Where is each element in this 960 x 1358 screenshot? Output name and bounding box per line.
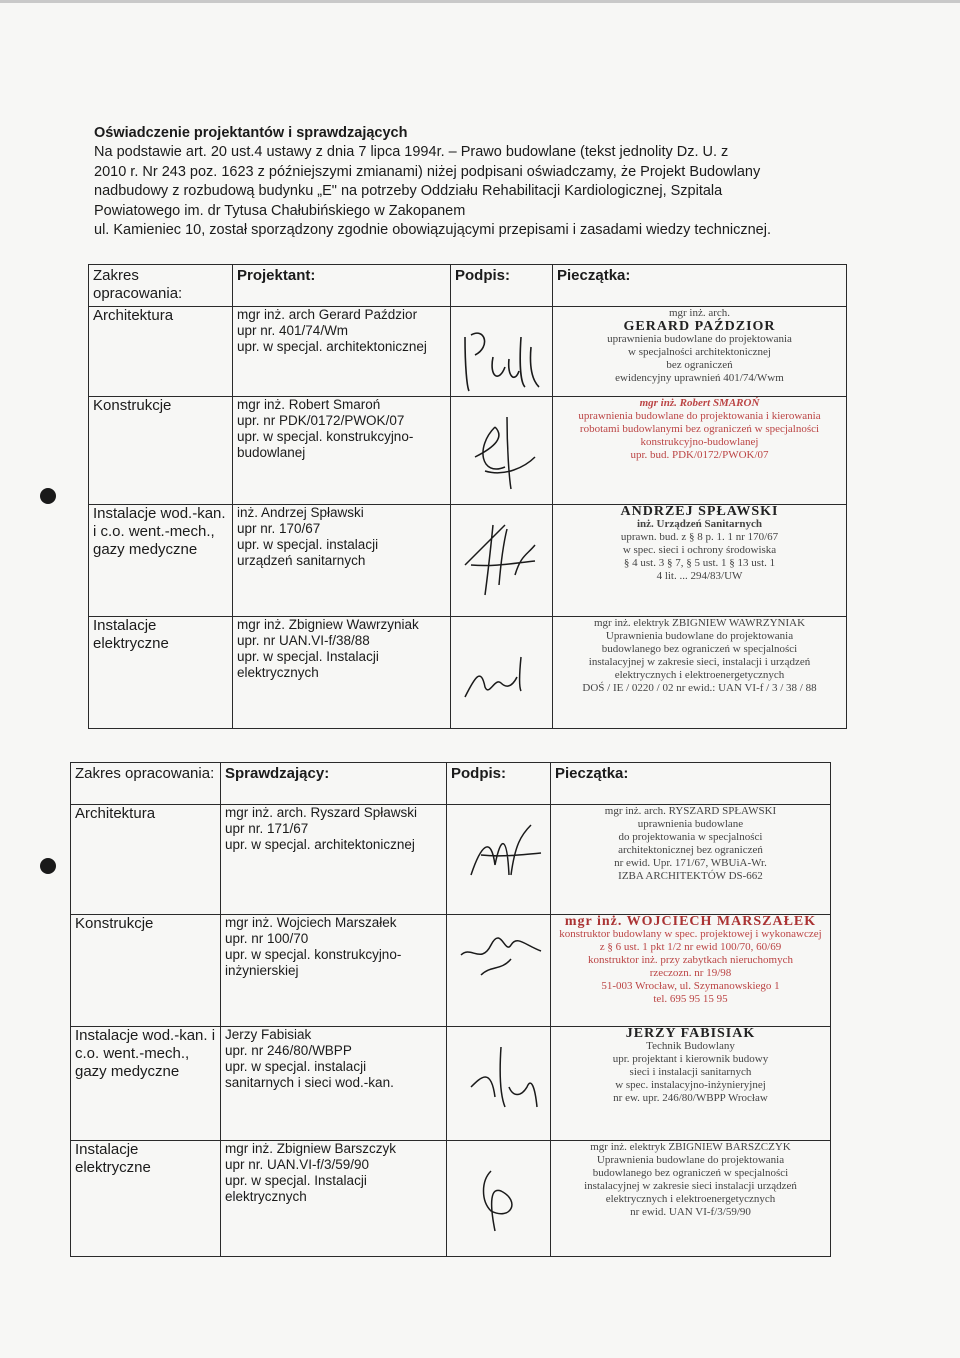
signature-mark [451,915,549,1005]
table-row [71,915,831,1027]
header-cell: Podpis: [451,265,553,307]
category-cell: Architektura [89,307,233,397]
stamp-cell [553,397,847,505]
category-cell: Architektura [71,805,221,915]
stamp: JERZY FABISIAK Technik Budowlany upr. projektant i kierownik budowy sieci i instalacji sanitarnych w spec. instalacyjno-inżynieryjnej nr ew. upr. 246/80/WBPP Wrocław [612,1026,769,1104]
stamp-cell [553,307,847,397]
signature-cell [451,505,553,617]
signature-cell [447,915,551,1027]
punch-hole [40,488,56,504]
header-cell: Podpis: [447,763,551,805]
person-cell: mgr inż. Wojciech Marszałek upr. nr 100/70 upr. w specjal. konstrukcyjno-inżynierskiej [221,915,447,1027]
signature-mark [455,397,551,497]
header-cell: Pieczątka: [553,265,847,307]
intro-line: ul. Kamieniec 10, został sporządzony zgodnie obowiązującymi przepisami i zasadami wiedzy technicznej. [94,222,771,239]
person-cell: mgr inż. arch Gerard Paździor upr nr. 401/74/Wm upr. w specjal. architektonicznej [233,307,451,397]
person-cell: mgr inż. Zbigniew Wawrzyniak upr. nr UAN.VI-f/38/88 upr. w specjal. Instalacji elektrycznych [233,617,451,729]
signature-mark [455,505,551,609]
category-cell: Instalacje elektryczne [71,1141,221,1257]
stamp-cell [551,915,831,1027]
stamp: mgr inż. Robert SMAROŃ uprawnienia budowlane do projektowania i kierowania robotami budowlanymi bez ograniczeń w specjalności konstrukcyjno-budowlanej upr. bud. PDK/0172/PWOK/07 [578,397,821,461]
intro-line: Na podstawie art. 20 ust.4 ustawy z dnia 7 lipca 1994r. – Prawo budowlane (tekst jednolity Dz. U. z [94,144,729,161]
stamp-cell [551,1141,831,1257]
table-row [89,307,847,397]
signature-cell [451,617,553,729]
signature-mark [451,805,549,905]
header-cell: Projektant: [233,265,451,307]
signature-mark [451,1141,549,1247]
category-cell: Instalacje wod.-kan. i c.o. went.-mech., gazy medyczne [89,505,233,617]
stamp: ANDRZEJ SPŁAWSKI inż. Urządzeń Sanitarnych uprawn. bud. z § 8 p. 1. 1 nr 170/67 w spec. sieci i ochrony środowiska § 4 ust. 3 § 7, § 5 ust. 1 § 13 ust. 1 4 lit. ... 294/83/UW [620,504,779,582]
signature-cell [451,397,553,505]
table-header-row [71,763,831,805]
table-header-row [89,265,847,307]
stamp-cell [553,617,847,729]
header-cell: Pieczątka: [551,763,831,805]
person-cell: Jerzy Fabisiak upr. nr 246/80/WBPP upr. w specjal. instalacji sanitarnych i sieci wod.-kan. [221,1027,447,1141]
person-cell: mgr inż. Robert Smaroń upr. nr PDK/0172/PWOK/07 upr. w specjal. konstrukcyjno-budowlanej [233,397,451,505]
stamp: mgr inż. arch. GERARD PAŹDZIOR uprawnienia budowlane do projektowania w specjalności architektonicznej bez ograniczeń ewidencyjny uprawnień 401/74/Wwm [607,307,792,384]
table-row [71,1141,831,1257]
person-cell: mgr inż. arch. Ryszard Spławski upr nr. 171/67 upr. w specjal. architektonicznej [221,805,447,915]
category-cell: Konstrukcje [71,915,221,1027]
table-row [71,1027,831,1141]
table-row [89,617,847,729]
stamp-cell [551,805,831,915]
header-cell: Zakres opracowania: [89,265,233,307]
signature-cell [447,1027,551,1141]
signature-mark [455,307,551,395]
declaration-title: Oświadczenie projektantów i sprawdzających [94,125,408,141]
stamp: mgr inż. WOJCIECH MARSZAŁEK konstruktor budowlany w spec. projektowej i wykonawczej z § 6 ust. 1 pkt 1/2 nr ewid 100/70, 60/69 konstruktor inż. przy zabytkach nieruchomych rzeczozn. nr 19/98 51-003 Wrocław, ul. Szymanowskiego 1 tel. 695 95 15 95 [559,914,822,1005]
signature-cell [447,805,551,915]
category-cell: Instalacje wod.-kan. i c.o. went.-mech., gazy medyczne [71,1027,221,1141]
table-row [71,805,831,915]
category-cell: Konstrukcje [89,397,233,505]
signature-mark [455,617,551,721]
person-cell: mgr inż. Zbigniew Barszczyk upr nr. UAN.VI-f/3/59/90 upr. w specjal. Instalacji elektrycznych [221,1141,447,1257]
signature-cell [451,307,553,397]
stamp: mgr inż. elektryk ZBIGNIEW BARSZCZYK Uprawnienia budowlane do projektowania budowlanego bez ograniczeń w specjalności instalacyjnej w zakresie sieci instalacji urządzeń elektrycznych i elektroenergetycznych nr ewid. UAN VI-f/3/59/90 [584,1141,797,1218]
intro-line: 2010 r. Nr 243 poz. 1623 z późniejszymi zmianami) niżej podpisani oświadczamy, że Projekt Budowlany [94,163,761,180]
declaration-intro [94,124,854,240]
person-cell: inż. Andrzej Spławski upr nr. 170/67 upr. w specjal. instalacji urządzeń sanitarnych [233,505,451,617]
signature-mark [451,1027,549,1131]
intro-line: Powiatowego im. dr Tytusa Chałubińskiego w Zakopanem [94,202,466,219]
page-top-line [0,0,960,3]
signature-cell [447,1141,551,1257]
header-cell: Zakres opracowania: [71,763,221,805]
stamp-cell [551,1027,831,1141]
intro-line: nadbudowy z rozbudową budynku „E" na potrzeby Oddziału Rehabilitacji Kardiologicznej, Szpitala [94,183,723,200]
header-cell: Sprawdzający: [221,763,447,805]
designers-table [88,264,847,729]
stamp: mgr inż. arch. RYSZARD SPŁAWSKI uprawnienia budowlane do projektowania w specjalności architektonicznej bez ograniczeń nr ewid. Upr. 171/67, WBUiA-Wr. IZBA ARCHITEKTÓW DS-662 [604,805,777,882]
stamp-cell [553,505,847,617]
checkers-table [70,762,831,1257]
table-row [89,397,847,505]
stamp: mgr inż. elektryk ZBIGNIEW WAWRZYNIAK Uprawnienia budowlane do projektowania budowlanego bez ograniczeń w specjalności instalacyjnej w zakresie sieci, instalacji i urządzeń elektrycznych i elektroenergetycznych DOŚ / IE / 0220 / 02 nr ewid.: UAN VI-f / 3 / 38 / 88 [582,617,817,694]
table-row [89,505,847,617]
category-cell: Instalacje elektryczne [89,617,233,729]
punch-hole [40,858,56,874]
